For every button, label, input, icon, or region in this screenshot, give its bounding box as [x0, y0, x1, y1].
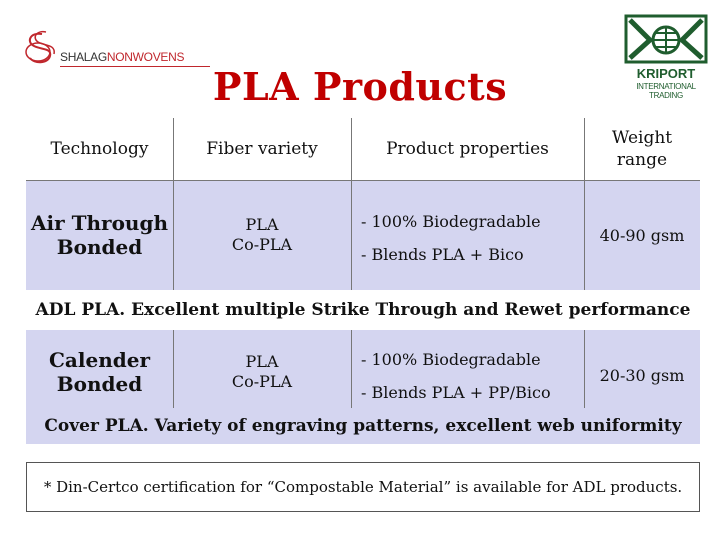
kriport-name: KRIPORT: [636, 66, 696, 81]
technology-cell: Calender Bonded: [49, 348, 150, 396]
technology-cell: Air Through Bonded: [31, 211, 168, 259]
property-item: - 100% Biodegradable: [361, 350, 541, 369]
fiber-cell: PLA Co-PLA: [231, 352, 293, 391]
table-header-row: [26, 118, 700, 180]
header-fiber-variety: Fiber variety: [206, 139, 318, 159]
page-title: PLA Products: [212, 64, 508, 109]
note-row: [26, 408, 700, 444]
table-row: [26, 180, 700, 290]
shalag-mark-icon: [22, 28, 62, 68]
note-row: [26, 290, 700, 330]
property-item: - Blends PLA + Bico: [361, 245, 524, 264]
note-text: Cover PLA. Variety of engraving patterns, excellent web uniformity: [44, 416, 682, 436]
footnote-text: * Din-Certco certification for “Compostable Material” is available for ADL products.: [43, 478, 683, 496]
footnote-row: [26, 462, 700, 512]
weight-cell: 40-90 gsm: [599, 225, 685, 245]
note-text: ADL PLA. Excellent multiple Strike Through and Rewet performance: [35, 300, 691, 320]
weight-cell: 20-30 gsm: [599, 366, 685, 385]
fiber-cell: PLA Co-PLA: [231, 215, 293, 254]
kriport-subtitle: INTERNATIONAL TRADING: [636, 82, 696, 100]
header-weight-range: Weight range: [611, 128, 673, 170]
pla-products-table: [26, 118, 700, 514]
property-item: - 100% Biodegradable: [361, 212, 541, 231]
property-item: - Blends PLA + PP/Bico: [361, 383, 551, 402]
kriport-emblem-icon: [620, 14, 712, 64]
header-technology: Technology: [50, 139, 149, 159]
kriport-logo: [620, 14, 712, 100]
shalag-wordmark: SHALAGNONWOVENS: [60, 50, 185, 64]
properties-cell: [351, 180, 584, 290]
header-product-properties: Product properties: [386, 139, 549, 159]
